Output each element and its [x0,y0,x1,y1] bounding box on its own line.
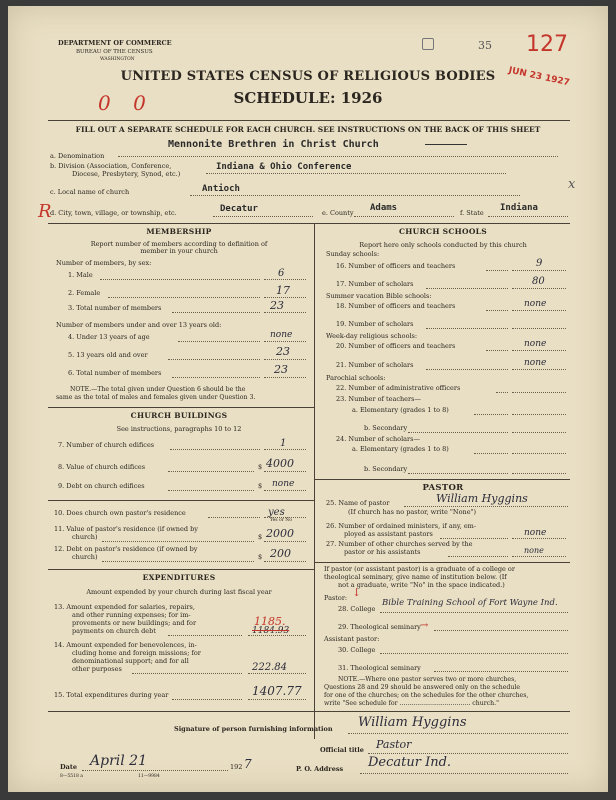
rule [512,432,566,433]
q1-label: 1. Male [68,271,93,279]
rule [426,328,508,329]
membership-note: NOTE.—The total given under Question 6 should be the [70,386,246,393]
rule [264,449,306,450]
date-stamp: JUN 23 1927 [507,65,571,89]
pastor-title: PASTOR [422,483,464,493]
signature-label: Signature of person furnishing information [174,725,333,733]
q23b-label: b. Secondary [364,424,408,432]
date-label: Date [60,763,77,771]
rule [264,279,306,280]
rule [102,561,254,562]
q13-label-2: and other running expenses; for im- [72,611,191,619]
local-church-label: c. Local name of church [50,188,130,196]
rule [512,288,566,289]
q27-label-cont: pastor or his assistants [344,548,421,556]
q31-label: 31. Theological seminary [338,664,421,672]
bureau-label: BUREAU OF THE CENSUS [76,49,153,55]
rule [486,350,508,351]
rule [108,297,260,298]
q14-label-2: cluding home and foreign missions; for [72,649,201,657]
pastor-note-3: for one of the churches; on the schedules for the other churches, [324,692,529,699]
college-intro: If pastor (or assistant pastor) is a graduate of a college or [324,565,515,573]
rule [512,392,566,393]
rule [448,556,508,557]
q14-value: 222.84 [252,662,287,673]
rule [408,432,508,433]
dept-label: DEPARTMENT OF COMMERCE [58,39,172,47]
membership-intro: Report number of members according to definition of [90,239,268,248]
q13-label-3: provements or new buildings; and for [72,619,197,627]
rule [408,473,508,474]
q27-label: 27. Number of other churches served by the [326,540,473,548]
rule [172,312,260,313]
rule [512,473,566,474]
q10-label: 10. Does church own pastor's residence [54,509,186,517]
rule [48,120,570,121]
q25-label: 25. Name of pastor [326,499,390,507]
q13-struck-value: 1184.93 [252,626,290,636]
form-title: UNITED STATES CENSUS OF RELIGIOUS BODIES [120,69,496,84]
rule [170,449,260,450]
q10-value: yes [268,507,285,518]
check-mark: x [568,177,576,192]
q21-label: 21. Number of scholars [336,361,414,369]
rule [512,538,566,539]
column-divider [314,223,315,739]
buildings-title: CHURCH BUILDINGS [130,411,228,420]
q13-label-4: payments on church debt [72,627,156,635]
red-zero-mark: 0 0 [98,91,154,115]
rule [486,310,508,311]
q29-label: 29. Theological seminary [338,623,421,631]
rule [172,377,260,378]
yes-no-hint: Yes or No [270,518,292,523]
rule [248,699,306,700]
denomination-label: a. Denomination [50,152,105,160]
official-title-label: Official title [320,746,364,754]
expenditures-intro: Amount expended by your church during last fiscal year [86,588,272,596]
q12-label: 12. Debt on pastor's residence (if owned by [54,545,198,553]
q30-label: 30. College [338,646,376,654]
pastor-note-2: Questions 28 and 29 should be answered only on the schedule [324,684,521,691]
rule [248,673,306,674]
rule [426,288,508,289]
hand-number: 127 [526,32,568,57]
rule [48,407,314,408]
q25-note: (If church has no pastor, write "None") [348,508,477,516]
q15-label: 15. Total expenditures during year [54,691,169,699]
q7-label: 7. Number of church edifices [58,441,155,449]
rule [360,773,568,774]
age-label: Number of members under and over 13 years old: [56,321,222,329]
stamp-number: 35 [478,39,492,52]
margin-mark: R [38,201,52,222]
q11-value: 2000 [266,527,294,540]
q1-value: 6 [278,268,285,279]
college-intro-2: theological seminary, give name of institution below. (If [324,573,507,581]
q16-value: 9 [536,258,543,269]
membership-section [48,228,310,256]
membership-intro-cont: member in your church [140,247,218,256]
rule [380,612,568,613]
rule [512,310,566,311]
q8-label: 8. Value of church edifices [58,463,146,471]
q26-label: 26. Number of ordained ministers, if any, em- [326,522,477,530]
address-label: P. O. Address [296,765,344,773]
rule [248,635,306,636]
rule [118,156,558,157]
census-schedule-sheet [8,6,608,792]
rule [82,770,228,771]
county-label: e. County [322,209,354,217]
q9-dollar: $ [258,482,263,490]
state-value: Indiana [500,203,538,213]
q3-value: 23 [270,299,284,312]
rule [348,733,568,734]
rule [380,653,568,654]
q12-dollar: $ [258,553,263,561]
rule [314,479,570,480]
denomination-value: Mennonite Brethren in Christ Church [168,139,379,150]
rule [100,279,260,280]
q11-dollar: $ [258,533,263,541]
membership-note-cont: same as the total of males and females given under Question 3. [56,394,256,401]
rule [48,711,570,712]
schools-intro: Report here only schools conducted by this church [359,241,527,249]
parochial-label: Parochial schools: [326,374,386,382]
q4-value: none [270,330,293,340]
pastor-red-mark: ↓ [352,586,362,599]
city-label: d. City, town, village, or township, etc. [50,209,177,217]
membership-title: MEMBERSHIP [146,227,212,236]
instruction-line: FILL OUT A SEPARATE SCHEDULE FOR EACH CHURCH. SEE INSTRUCTIONS ON THE BACK OF THIS SHEET [75,125,541,134]
rule [368,753,568,754]
q12-label-cont: church) [72,553,98,561]
pastor-note-4: write "See schedule for .................................... church." [324,700,499,707]
q17-label: 17. Number of scholars [336,280,414,288]
expenditures-title: EXPENDITURES [142,573,216,582]
city-label: WASHINGTON [100,57,135,62]
sunday-label: Sunday schools: [326,250,380,258]
rule [354,216,454,217]
rule [102,541,254,542]
q9-label: 9. Debt on church edifices [58,482,145,490]
q28-value: Bible Training School of Fort Wayne Ind. [382,598,558,608]
date-value: April 21 [90,753,147,769]
q25-value: William Hyggins [436,492,528,505]
rule [264,312,306,313]
stamp-box [422,38,434,50]
college-intro-3: not a graduate, write "No" in the space indicated.) [338,581,505,589]
rule [208,517,260,518]
rule [264,561,306,562]
q18-value: none [524,299,547,309]
form-code: 8—5518 a [60,774,83,779]
rule [190,195,520,196]
q13-corrected-value: 1185. [254,615,286,628]
rule [434,630,568,631]
rule [48,223,570,224]
year-value: 7 [244,757,252,771]
q2-label: 2. Female [68,289,101,297]
pastor-note: NOTE.—Where one pastor serves two or more churches, [338,676,517,683]
rule [48,500,314,501]
rule [132,673,242,674]
q27-value: none [524,546,544,555]
q24a-label: a. Elementary (grades 1 to 8) [352,445,449,453]
q8-value: 4000 [266,457,294,470]
rule [512,414,566,415]
asst-label: Assistant pastor: [324,635,380,643]
q6-value: 23 [274,363,288,376]
q29-red-arrow: → [420,620,429,631]
rule [213,216,313,217]
rule [264,297,306,298]
q12-value: 200 [270,547,291,560]
schools-title: CHURCH SCHOOLS [399,227,487,236]
division-label: b. Division (Association, Conference, [50,162,172,170]
local-church-value: Antioch [202,184,240,194]
q23-label: 23. Number of teachers— [336,395,421,403]
pastor-sub-label: Pastor: [324,594,348,602]
rule [496,392,508,393]
rule [168,490,254,491]
q11-label: 11. Value of pastor's residence (if owned by [54,525,198,533]
rule [474,453,508,454]
rule [486,270,508,271]
q20-label: 20. Number of officers and teachers [336,342,456,350]
weekday-label: Week-day religious schools: [326,332,418,340]
rule [168,359,260,360]
q4-label: 4. Under 13 years of age [68,333,150,341]
schedule-title: SCHEDULE: 1926 [233,89,383,107]
q26-value: none [524,528,547,538]
year-prefix: 192 [230,763,243,771]
rule [314,562,570,563]
rule [168,635,242,636]
q11-label-cont: church) [72,533,98,541]
rule [172,699,242,700]
rule [512,270,566,271]
rule [264,341,306,342]
q22-label: 22. Number of administrative officers [336,384,461,392]
q23a-label: a. Elementary (grades 1 to 8) [352,406,449,414]
official-title-value: Pastor [376,738,412,751]
rule [178,341,260,342]
rule [512,453,566,454]
rule [488,216,568,217]
by-sex-label: Number of members, by sex: [56,259,152,267]
q24-label: 24. Number of scholars— [336,435,420,443]
rule [512,369,566,370]
address-value: Decatur Ind. [368,755,452,770]
rule [404,506,568,507]
form-code-2: 11—9984 [138,774,160,779]
rule [48,569,314,570]
q6-label: 6. Total number of members [68,369,162,377]
q14-label-3: denominational support; and for all [72,657,189,665]
rule [440,538,508,539]
rule [434,671,568,672]
q17-value: 80 [532,276,545,287]
q18-label: 18. Number of officers and teachers [336,302,456,310]
q7-value: 1 [280,438,287,449]
rule [512,328,566,329]
buildings-intro: See instructions, paragraphs 10 to 12 [116,425,242,433]
q5-value: 23 [276,345,290,358]
rule [264,490,306,491]
city-value: Decatur [220,204,258,214]
county-value: Adams [370,203,398,213]
signature-value: William Hyggins [358,715,467,730]
q14-label-4: other purposes [72,665,122,673]
q14-label: 14. Amount expended for benevolences, in- [54,641,197,649]
q16-label: 16. Number of officers and teachers [336,262,456,270]
q2-value: 17 [276,284,290,297]
q3-label: 3. Total number of members [68,304,162,312]
vacation-label: Summer vacation Bible schools: [326,292,432,300]
rule [426,369,508,370]
rule [264,471,306,472]
rule [264,377,306,378]
rule [206,173,506,174]
q8-dollar: $ [258,463,263,471]
church-strike [425,144,467,145]
q28-label: 28. College [338,605,376,613]
rule [168,471,254,472]
division-value: Indiana & Ohio Conference [216,162,352,172]
rule [264,359,306,360]
rule [264,541,306,542]
q5-label: 5. 13 years old and over [68,351,148,359]
state-label: f. State [460,209,484,217]
rule [512,350,566,351]
q20-value: none [524,339,547,349]
rule [474,414,508,415]
q9-value: none [272,479,295,489]
q13-label: 13. Amount expended for salaries, repairs, [54,603,195,611]
q21-value: none [524,358,547,368]
q26-label-cont: ployed as assistant pastors [344,530,433,538]
q24b-label: b. Secondary [364,465,408,473]
division-label-cont: Diocese, Presbytery, Synod, etc.) [72,170,181,178]
q15-value: 1407.77 [252,684,302,698]
q19-label: 19. Number of scholars [336,320,414,328]
rule [512,556,566,557]
